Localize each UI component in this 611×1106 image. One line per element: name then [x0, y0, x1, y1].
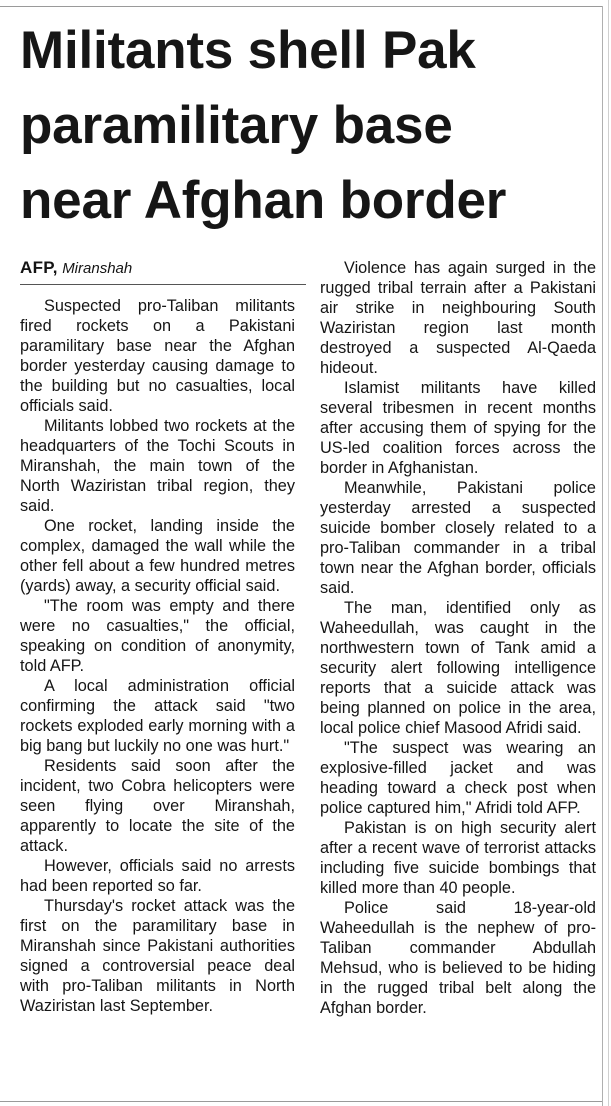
paragraph: Islamist militants have killed several tribesmen in recent months after accusing them of spying for the US-led coalition forces across the border in Afghanistan.	[320, 379, 596, 477]
headline-line: near Afghan border	[20, 171, 507, 230]
top-rule	[0, 6, 602, 7]
bottom-rule	[0, 1101, 602, 1102]
byline-agency: AFP,	[20, 258, 58, 277]
paragraph: Pakistan is on high security alert after a recent wave of terrorist attacks including five suicide bombings that killed more than 40 people.	[320, 819, 596, 897]
paragraph: Police said 18-year-old Waheedullah is the nephew of pro-Taliban commander Abdullah Mehsud, who is believed to be hiding in the rugged tribal belt along the Afghan border.	[320, 899, 596, 1017]
headline-line: paramilitary base	[20, 96, 453, 155]
paragraph: Residents said soon after the incident, two Cobra helicopters were seen flying over Miranshah, apparently to locate the site of the attack.	[20, 757, 295, 855]
byline	[20, 257, 306, 280]
article-column-left	[20, 296, 295, 1016]
headline-line: Militants shell Pak	[20, 21, 476, 80]
paragraph: "The suspect was wearing an explosive-filled jacket and was heading toward a check post when police captured him," Afridi told AFP.	[320, 739, 596, 817]
paragraph: Thursday's rocket attack was the first on the paramilitary base in Miranshah since Pakistani authorities signed a controversial peace deal with pro-Taliban militants in North Waziristan last September.	[20, 897, 295, 1015]
right-rule	[602, 6, 603, 1106]
paragraph: One rocket, landing inside the complex, damaged the wall while the other fell about a few hundred metres (yards) away, a security official said.	[20, 517, 295, 595]
page-edge-rule	[608, 0, 609, 1106]
paragraph: The man, identified only as Waheedullah, was caught in the northwestern town of Tank amid a security alert following intelligence reports that a suicide attack was being planned on police in the area, local police chief Masood Afridi said.	[320, 599, 596, 737]
paragraph: Suspected pro-Taliban militants fired rockets on a Pakistani paramilitary base near the Afghan border yesterday causing damage to the building but no casualties, local officials said.	[20, 297, 295, 415]
article-column-right	[320, 258, 596, 1018]
paragraph: Meanwhile, Pakistani police yesterday arrested a suspected suicide bomber closely related to a pro-Taliban commander in a tribal town near the Afghan border, officials said.	[320, 479, 596, 597]
paragraph: "The room was empty and there were no casualties," the official, speaking on condition of anonymity, told AFP.	[20, 597, 295, 675]
paragraph: Violence has again surged in the rugged tribal terrain after a Pakistani air strike in neighbouring South Waziristan region last month destroyed a suspected Al-Qaeda hideout.	[320, 259, 596, 377]
paragraph: Militants lobbed two rockets at the headquarters of the Tochi Scouts in Miranshah, the main town of the North Waziristan tribal region, they said.	[20, 417, 295, 515]
headline	[20, 18, 600, 243]
paragraph: A local administration official confirming the attack said "two rockets exploded early morning with a big bang but luckily no one was hurt."	[20, 677, 295, 755]
byline-location: Miranshah	[62, 260, 133, 277]
paragraph: However, officials said no arrests had been reported so far.	[20, 857, 295, 895]
byline-rule	[20, 284, 306, 285]
